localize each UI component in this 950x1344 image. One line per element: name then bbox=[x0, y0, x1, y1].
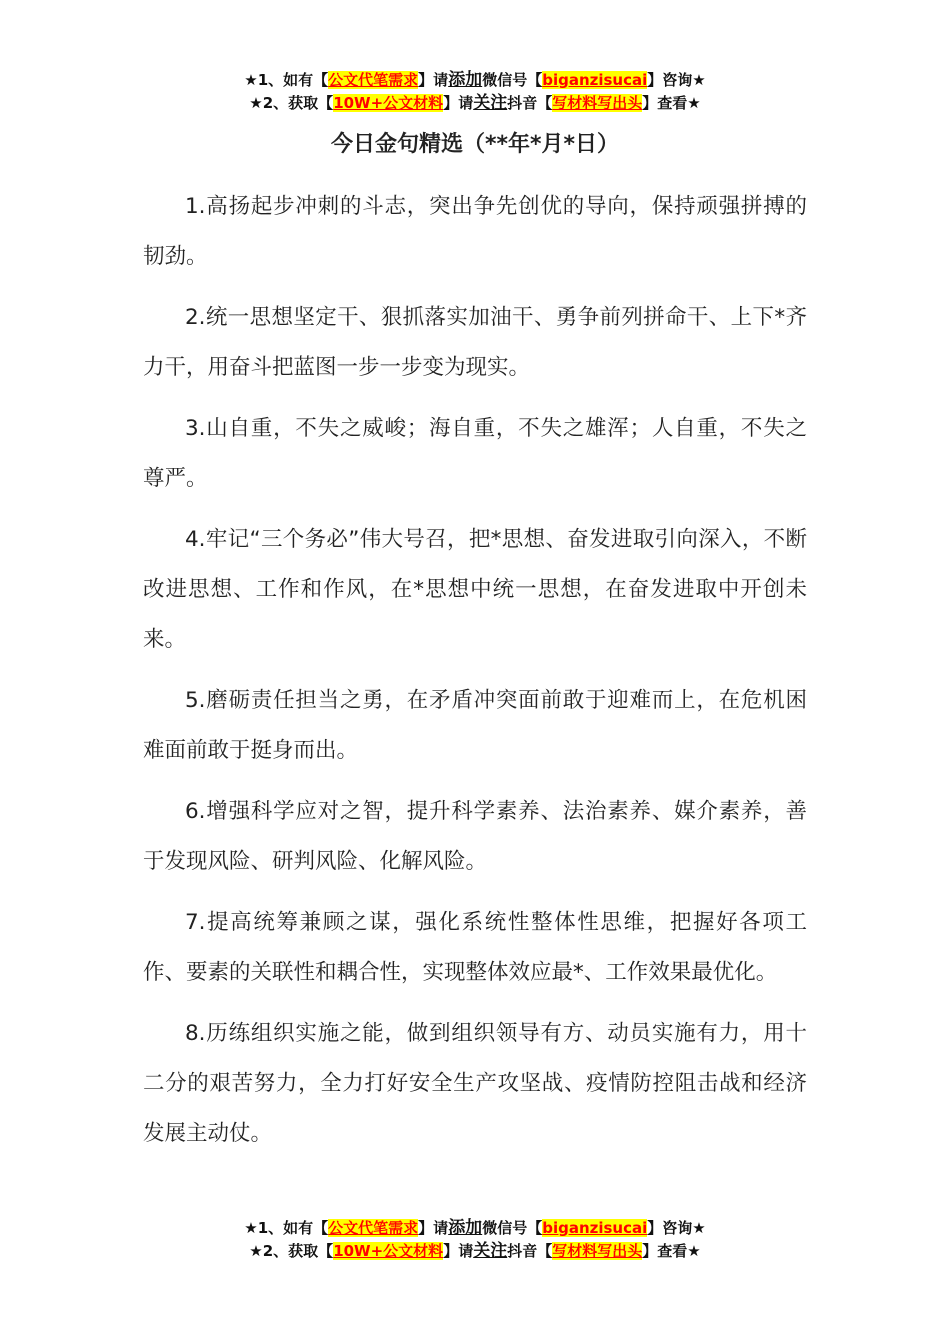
paragraph-3: 3.山自重，不失之威峻；海自重，不失之雄浑；人自重，不失之尊严。 bbox=[143, 416, 807, 491]
document-title: 今日金句精选（**年*月*日） bbox=[330, 132, 620, 157]
promo-line2-mid1: 】请 bbox=[443, 94, 474, 112]
paragraph-5: 5.磨砺责任担当之勇，在矛盾冲突面前敢于迎难而上，在危机困难面前敢于挺身而出。 bbox=[143, 688, 807, 763]
promo-line-2 bbox=[0, 92, 950, 115]
paragraph-4: 4.牢记“三个务必”伟大号召，把*思想、奋发进取引向深入，不断改进思想、工作和作风，在*思想中统一思想，在奋发进取中开创未来。 bbox=[143, 527, 807, 652]
promo-line2-prefix: ★2、获取【 bbox=[249, 94, 334, 112]
promo-line-1 bbox=[0, 1217, 950, 1240]
material-highlight: 10W+公文材料 bbox=[333, 1242, 444, 1260]
add-emphasis: 添加 bbox=[448, 70, 483, 90]
promo-line1-prefix: ★1、如有【 bbox=[244, 71, 329, 89]
follow-emphasis: 关注 bbox=[473, 1241, 508, 1261]
promo-line2-mid1: 】请 bbox=[443, 1242, 474, 1260]
paragraph-7: 7.提高统筹兼顾之谋，强化系统性整体性思维，把握好各项工作、要素的关联性和耦合性，实现整体效应最*、工作效果最优化。 bbox=[143, 910, 807, 985]
promo-line2-end: 】查看★ bbox=[642, 94, 701, 112]
service-highlight: 公文代笔需求 bbox=[328, 1219, 419, 1237]
material-highlight: 10W+公文材料 bbox=[333, 94, 444, 112]
promo-line2-end: 】查看★ bbox=[642, 1242, 701, 1260]
document-body bbox=[143, 182, 807, 1170]
wechat-id-highlight: biganzisucai bbox=[542, 1219, 648, 1237]
promo-line1-end: 】咨询★ bbox=[647, 71, 706, 89]
add-emphasis: 添加 bbox=[448, 1218, 483, 1238]
promo-line-1 bbox=[0, 69, 950, 92]
paragraph-6: 6.增强科学应对之智，提升科学素养、法治素养、媒介素养，善于发现风险、研判风险、化解风险。 bbox=[143, 799, 807, 874]
douyin-highlight: 写材料写出头 bbox=[552, 94, 643, 112]
promo-line2-mid2: 抖音【 bbox=[507, 94, 553, 112]
promo-line2-mid2: 抖音【 bbox=[507, 1242, 553, 1260]
promo-banner-bottom bbox=[0, 1217, 950, 1263]
service-highlight: 公文代笔需求 bbox=[328, 71, 419, 89]
promo-line1-mid2: 微信号【 bbox=[482, 71, 543, 89]
promo-banner-top bbox=[0, 69, 950, 115]
promo-line-2 bbox=[0, 1240, 950, 1263]
douyin-highlight: 写材料写出头 bbox=[552, 1242, 643, 1260]
promo-line2-prefix: ★2、获取【 bbox=[249, 1242, 334, 1260]
promo-line1-mid1: 】请 bbox=[418, 1219, 449, 1237]
paragraph-8: 8.历练组织实施之能，做到组织领导有方、动员实施有力，用十二分的艰苦努力，全力打好安全生产攻坚战、疫情防控阻击战和经济发展主动仗。 bbox=[143, 1021, 807, 1146]
promo-line1-mid1: 】请 bbox=[418, 71, 449, 89]
promo-line1-prefix: ★1、如有【 bbox=[244, 1219, 329, 1237]
paragraph-1: 1.高扬起步冲刺的斗志，突出争先创优的导向，保持顽强拼搏的韧劲。 bbox=[143, 194, 807, 269]
paragraph-2: 2.统一思想坚定干、狠抓落实加油干、勇争前列拼命干、上下*齐力干，用奋斗把蓝图一步一步变为现实。 bbox=[143, 305, 807, 380]
promo-line1-mid2: 微信号【 bbox=[482, 1219, 543, 1237]
promo-line1-end: 】咨询★ bbox=[647, 1219, 706, 1237]
wechat-id-highlight: biganzisucai bbox=[542, 71, 648, 89]
follow-emphasis: 关注 bbox=[473, 93, 508, 113]
